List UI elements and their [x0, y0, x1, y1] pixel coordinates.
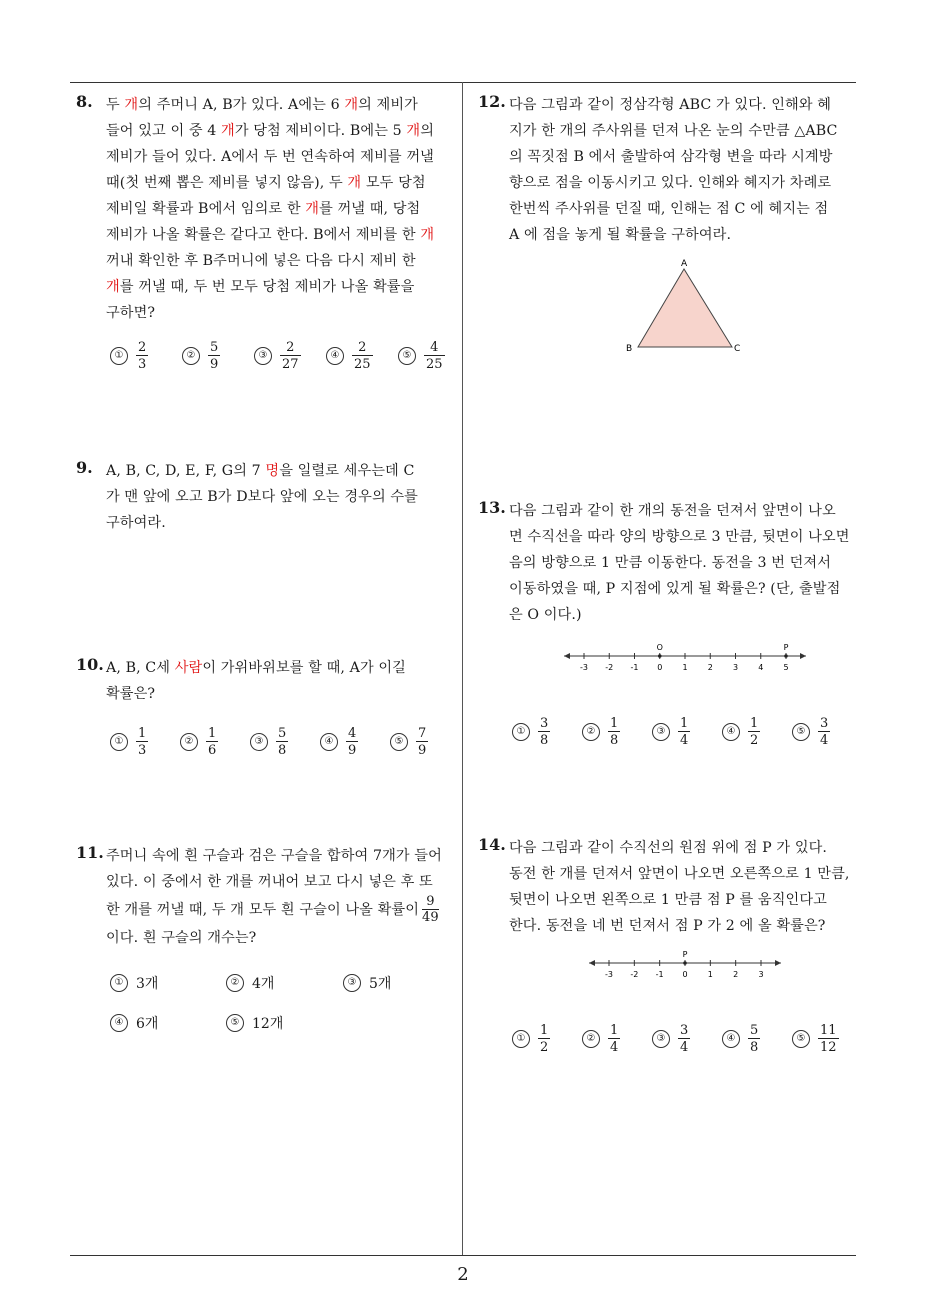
vertex-label-c: C [734, 344, 741, 354]
choice-text: 5개 [369, 976, 392, 992]
choice-fraction [538, 1023, 550, 1055]
choice-text: 12개 [252, 1016, 284, 1032]
bottom-rule [70, 1255, 856, 1256]
fraction-numerator: 3 [680, 1023, 689, 1038]
text-line [106, 458, 456, 484]
text-segment: 를 꺼낼 때, 당첨 [319, 201, 421, 217]
text-line: 동전 한 개를 던져서 앞면이 나오면 오른쪽으로 1 만큼, [509, 866, 850, 882]
fraction-denominator: 2 [540, 1040, 549, 1055]
problem-text [106, 458, 456, 536]
choice-3[interactable] [254, 340, 301, 372]
choice-mark: ③ [250, 733, 268, 751]
problem-text [106, 655, 456, 707]
fraction-numerator: 1 [208, 726, 217, 741]
fraction-denominator: 25 [354, 357, 371, 372]
text-line: 이동하였을 때, P 지점에 있게 될 확률은? (단, 출발점 [509, 581, 841, 597]
fraction-numerator: 9 [426, 894, 435, 909]
choice-mark: ③ [254, 347, 272, 365]
tick-label: 5 [783, 663, 789, 672]
fraction-denominator: 8 [278, 743, 287, 758]
problem-8 [76, 92, 456, 326]
choice-fraction [276, 726, 288, 758]
inline-fraction [422, 895, 439, 925]
vertex-label-a: A [681, 259, 688, 269]
problem-number: 9. [76, 458, 93, 477]
arrow-left [564, 653, 570, 659]
point-p-label: P [783, 643, 789, 652]
fraction-numerator: 1 [610, 1023, 619, 1038]
choice-4[interactable] [326, 340, 373, 372]
text-segment: 제비가 들어 있다. A에서 두 번 연속하여 제비를 꺼낼 [106, 149, 434, 165]
text-line [106, 655, 456, 681]
text-segment: 제비일 확률과 B에서 임의로 한 [106, 201, 306, 217]
text-segment: 가 당첨 제비이다. B에는 5 [234, 123, 407, 139]
choice-5[interactable] [398, 340, 445, 372]
choice-mark: ④ [326, 347, 344, 365]
choice-mark: ② [180, 733, 198, 751]
choice-mark: ④ [722, 723, 740, 741]
number-line-13 [560, 638, 810, 678]
choice-1[interactable] [110, 726, 148, 758]
fraction-numerator: 3 [820, 716, 829, 731]
choice-mark: ② [582, 1030, 600, 1048]
text-segment: A, B, C세 [106, 660, 175, 676]
problem-number: 11. [76, 843, 104, 862]
triangle-abc [638, 269, 732, 347]
choice-mark: ② [226, 974, 244, 992]
highlighted-word: 개 [124, 97, 139, 113]
tick-label: 0 [657, 663, 663, 672]
origin-point [658, 654, 662, 658]
choice-fraction [608, 1023, 620, 1055]
problem-text [509, 92, 860, 248]
problem-number: 12. [478, 92, 506, 111]
origin-label: O [656, 643, 663, 652]
text-line [106, 274, 456, 300]
triangle-figure [620, 255, 750, 355]
tick-label: 0 [682, 970, 688, 979]
problem-text [509, 498, 860, 628]
text-line: 한다. 동전을 네 번 던져서 점 P 가 2 에 올 확률은? [509, 918, 826, 934]
highlighted-word: 개 [344, 97, 359, 113]
fraction-numerator: 1 [138, 726, 147, 741]
highlighted-word: 개 [305, 201, 320, 217]
fraction-numerator: 1 [680, 716, 689, 731]
vertex-label-b: B [626, 344, 633, 354]
fraction-numerator: 4 [348, 726, 357, 741]
choice-3[interactable] [250, 726, 288, 758]
fraction-numerator: 5 [750, 1023, 759, 1038]
choice-fraction [818, 1023, 839, 1055]
problem-text [106, 92, 456, 326]
problem-number: 14. [478, 835, 506, 854]
tick-label: 3 [758, 970, 764, 979]
fraction-denominator: 8 [610, 733, 619, 748]
choice-fraction [538, 716, 550, 748]
choice-2[interactable] [226, 973, 274, 993]
problem-10 [76, 655, 456, 707]
choice-mark: ② [582, 723, 600, 741]
text-segment: 모두 당첨 [361, 175, 426, 191]
fraction-denominator: 49 [422, 910, 439, 925]
tick-label: 1 [707, 970, 713, 979]
fraction-numerator: 5 [278, 726, 287, 741]
text-line: A 에 점을 놓게 될 확률을 구하여라. [509, 227, 732, 243]
choice-mark: ⑤ [792, 723, 810, 741]
arrow-right [775, 960, 781, 966]
choice-fraction [352, 340, 373, 372]
text-segment: 구하면? [106, 305, 156, 321]
problem-number: 10. [76, 655, 104, 674]
text-line [106, 895, 460, 925]
text-segment: 때(첫 번째 뽑은 제비를 넣지 않음), 두 [106, 175, 348, 191]
problem-text [106, 843, 460, 951]
text-line: 향으로 점을 이동시키고 있다. 인해와 혜지가 차례로 [509, 175, 832, 191]
text-segment: 가 맨 앞에 오고 B가 D보다 앞에 오는 경우의 수를 [106, 489, 418, 505]
fraction-denominator: 3 [138, 357, 147, 372]
choice-fraction [416, 726, 428, 758]
text-segment: 꺼내 확인한 후 B주머니에 넣은 다음 다시 제비 한 [106, 253, 416, 269]
choice-mark: ② [182, 347, 200, 365]
choice-mark: ① [110, 347, 128, 365]
fraction-denominator: 9 [418, 743, 427, 758]
text-line: 이다. 흰 구슬의 개수는? [106, 930, 257, 946]
text-segment: 이 가위바위보를 할 때, A가 이길 [202, 660, 406, 676]
text-line [106, 681, 456, 707]
column-divider [462, 82, 463, 1256]
choice-text: 6개 [136, 1016, 159, 1032]
choice-mark: ③ [652, 723, 670, 741]
fraction-denominator: 6 [208, 743, 217, 758]
choice-2[interactable] [582, 1023, 620, 1055]
fraction-numerator: 4 [430, 340, 439, 355]
fraction-denominator: 9 [348, 743, 357, 758]
choice-1[interactable] [512, 716, 550, 748]
tick-label: -3 [580, 663, 588, 672]
top-rule [70, 82, 856, 83]
choice-1[interactable] [110, 340, 148, 372]
text-line: 뒷면이 나오면 왼쪽으로 1 만큼 점 P 를 움직인다고 [509, 892, 827, 908]
choice-fraction [748, 1023, 760, 1055]
problem-number: 8. [76, 92, 93, 111]
fraction-numerator: 2 [138, 340, 147, 355]
fraction-denominator: 25 [426, 357, 443, 372]
point-p [683, 961, 687, 965]
choice-fraction [136, 340, 148, 372]
problem-number: 13. [478, 498, 506, 517]
fraction-numerator: 2 [358, 340, 367, 355]
text-segment: 를 꺼낼 때, 두 번 모두 당첨 제비가 나올 확률을 [119, 279, 415, 295]
fraction-numerator: 3 [540, 716, 549, 731]
text-line: 음의 방향으로 1 만큼 이동한다. 동전을 3 번 던져서 [509, 555, 832, 571]
choice-text: 4개 [252, 976, 275, 992]
text-line [106, 484, 456, 510]
text-line: 있다. 이 중에서 한 개를 꺼내어 보고 다시 넣은 후 또 [106, 874, 433, 890]
choice-mark: ① [512, 723, 530, 741]
choice-fraction [424, 340, 445, 372]
text-segment: 두 [106, 97, 125, 113]
choice-5[interactable] [226, 1013, 283, 1033]
highlighted-word: 개 [347, 175, 362, 191]
tick-label: 2 [733, 970, 739, 979]
highlighted-word: 개 [420, 227, 435, 243]
choice-fraction [748, 716, 760, 748]
fraction-numerator: 1 [610, 716, 619, 731]
highlighted-word: 개 [406, 123, 421, 139]
text-line [106, 92, 456, 118]
text-line [106, 300, 456, 326]
fraction-denominator: 8 [750, 1040, 759, 1055]
highlighted-word: 개 [221, 123, 235, 139]
fraction-denominator: 27 [282, 357, 299, 372]
problem-text [509, 835, 860, 939]
tick-label: -1 [655, 970, 664, 979]
choice-2[interactable] [180, 726, 218, 758]
choice-mark: ⑤ [398, 347, 416, 365]
choice-4[interactable] [320, 726, 358, 758]
problem-11 [76, 843, 460, 951]
text-segment: 확률은? [106, 686, 156, 702]
tick-label: -2 [605, 663, 614, 672]
fraction-numerator: 2 [286, 340, 295, 355]
choice-mark: ⑤ [792, 1030, 810, 1048]
choice-mark: ⑤ [226, 1014, 244, 1032]
choice-fraction [136, 726, 148, 758]
point-p [784, 654, 788, 658]
text-line [106, 196, 456, 222]
choice-mark: ⑤ [390, 733, 408, 751]
text-line: 다음 그림과 같이 수직선의 원점 위에 점 P 가 있다. [509, 840, 828, 856]
text-segment: A, B, C, D, E, F, G의 7 [106, 463, 266, 479]
choice-mark: ① [110, 974, 128, 992]
text-segment: 의 [420, 123, 435, 139]
fraction-denominator: 4 [820, 733, 829, 748]
fraction-denominator: 12 [820, 1040, 837, 1055]
fraction-denominator: 4 [680, 733, 689, 748]
choice-4[interactable] [110, 1013, 158, 1033]
choice-5[interactable] [792, 716, 830, 748]
text-line [106, 248, 456, 274]
choice-fraction [818, 716, 830, 748]
text-line [106, 118, 456, 144]
choice-fraction [678, 716, 690, 748]
text-segment: 들어 있고 이 중 4 [106, 123, 222, 139]
choice-fraction [608, 716, 620, 748]
fraction-denominator: 4 [680, 1040, 689, 1055]
choice-mark: ③ [652, 1030, 670, 1048]
choice-fraction [208, 340, 220, 372]
fraction-denominator: 3 [138, 743, 147, 758]
text-line: 지가 한 개의 주사위를 던져 나온 눈의 수만큼 △ABC [509, 123, 838, 139]
arrow-right [800, 653, 806, 659]
fraction-denominator: 4 [610, 1040, 619, 1055]
choice-1[interactable] [512, 1023, 550, 1055]
highlighted-word: 개 [106, 279, 120, 295]
fraction-numerator: 11 [820, 1023, 837, 1038]
fraction-numerator: 5 [210, 340, 219, 355]
choice-5[interactable] [390, 726, 428, 758]
highlighted-word: 사람 [174, 660, 203, 676]
choice-5[interactable] [792, 1023, 839, 1055]
choice-fraction [678, 1023, 690, 1055]
choice-4[interactable] [722, 1023, 760, 1055]
choice-fraction [280, 340, 301, 372]
problem-12 [478, 92, 860, 248]
number-line-14 [585, 945, 785, 985]
page-number: 2 [457, 1264, 469, 1285]
choice-3[interactable] [343, 973, 391, 993]
choice-mark: ④ [110, 1014, 128, 1032]
tick-label: 3 [732, 663, 739, 672]
tick-label: 1 [682, 663, 688, 672]
text-segment: 의 제비가 [358, 97, 418, 113]
text-line [106, 510, 456, 536]
point-p-label: P [682, 950, 688, 959]
tick-label: -1 [630, 663, 639, 672]
text-line [106, 222, 456, 248]
text-segment: 구하여라. [106, 515, 166, 531]
text-line: 은 O 이다.) [509, 607, 582, 623]
text-line: 다음 그림과 같이 한 개의 동전을 던져서 앞면이 나오 [509, 503, 836, 519]
choice-mark: ③ [343, 974, 361, 992]
choice-fraction [346, 726, 358, 758]
choice-2[interactable] [182, 340, 220, 372]
arrow-left [589, 960, 595, 966]
choice-mark: ① [512, 1030, 530, 1048]
fraction-denominator: 9 [210, 357, 219, 372]
problem-13 [478, 498, 860, 628]
text-line [106, 144, 456, 170]
fraction-denominator: 2 [750, 733, 759, 748]
fraction-numerator: 7 [418, 726, 427, 741]
text-line: 한번씩 주사위를 던질 때, 인해는 점 C 에 혜지는 점 [509, 201, 829, 217]
text-segment: 을 일렬로 세우는데 C [279, 463, 415, 479]
text-segment: 의 주머니 A, B가 있다. A에는 6 [138, 97, 345, 113]
fraction-denominator: 8 [540, 733, 549, 748]
text-segment: 한 개를 꺼낼 때, 두 개 모두 흰 구슬이 나올 확률이 [106, 902, 420, 918]
choice-1[interactable] [110, 973, 158, 993]
fraction-numerator: 1 [540, 1023, 549, 1038]
choice-mark: ① [110, 733, 128, 751]
choice-3[interactable] [652, 716, 690, 748]
tick-label: 2 [707, 663, 713, 672]
text-segment: 제비가 나올 확률은 같다고 한다. B에서 제비를 한 [106, 227, 421, 243]
text-line [106, 170, 456, 196]
highlighted-word: 명 [265, 463, 280, 479]
choice-fraction [206, 726, 218, 758]
tick-label: -2 [630, 970, 639, 979]
problem-9 [76, 458, 456, 536]
text-line: 의 꼭짓점 B 에서 출발하여 삼각형 변을 따라 시계방 [509, 149, 833, 165]
text-line: 주머니 속에 흰 구슬과 검은 구슬을 합하여 7개가 들어 [106, 848, 442, 864]
choice-mark: ④ [320, 733, 338, 751]
choice-2[interactable] [582, 716, 620, 748]
fraction-numerator: 1 [750, 716, 759, 731]
choice-mark: ④ [722, 1030, 740, 1048]
text-line: 면 수직선을 따라 양의 방향으로 3 만큼, 뒷면이 나오면 [509, 529, 850, 545]
choice-3[interactable] [652, 1023, 690, 1055]
problem-14 [478, 835, 860, 939]
tick-label: 4 [758, 663, 764, 672]
tick-label: -3 [605, 970, 613, 979]
choice-text: 3개 [136, 976, 159, 992]
choice-4[interactable] [722, 716, 760, 748]
text-line: 다음 그림과 같이 정삼각형 ABC 가 있다. 인해와 혜 [509, 97, 832, 113]
